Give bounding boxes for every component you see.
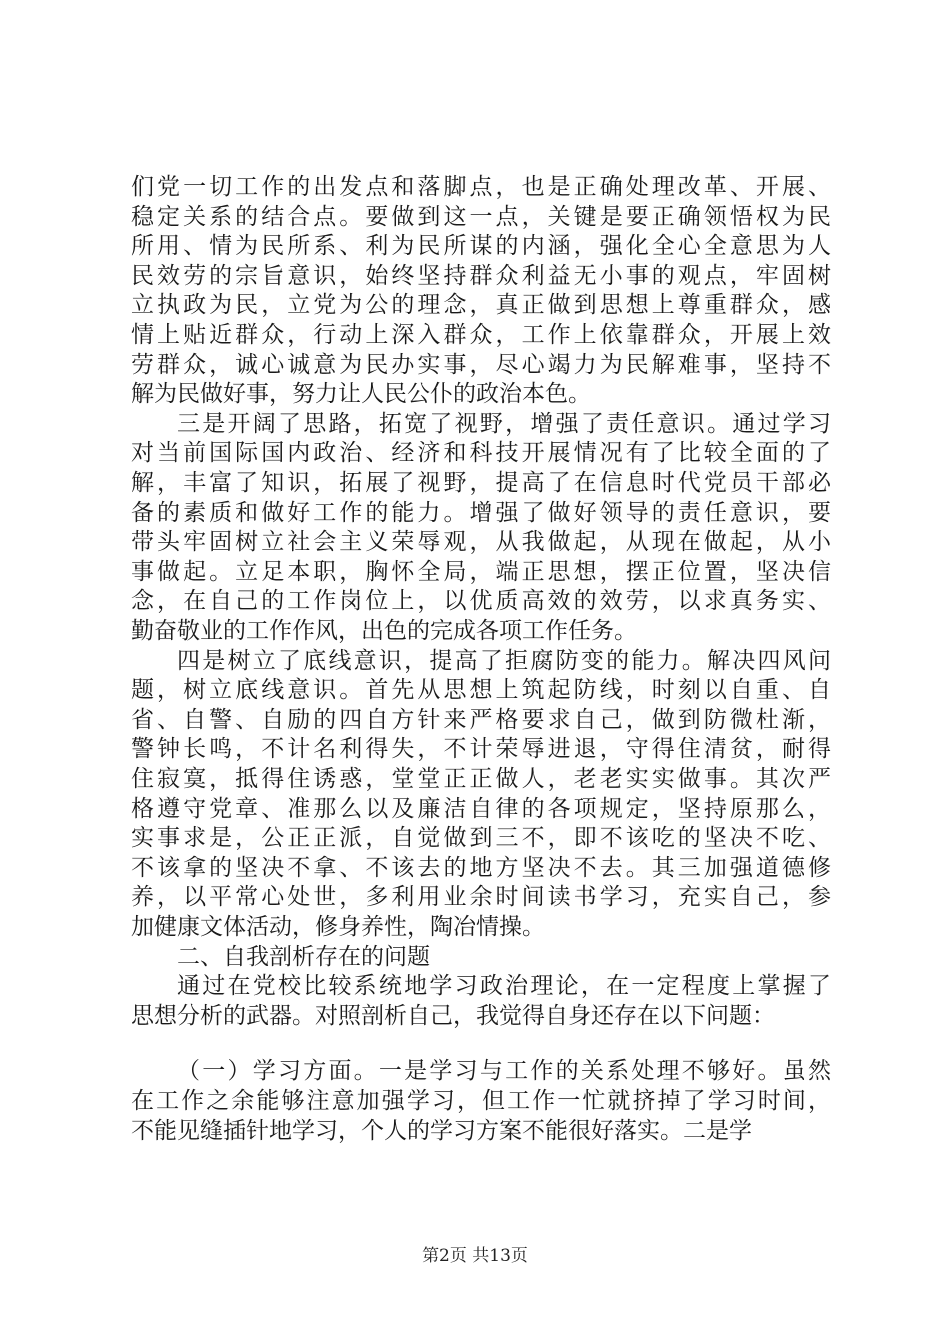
text-line: 解为民做好事，努力让人民公仆的政治本色。 <box>131 381 591 407</box>
text-line: 带头牢固树立社会主义荣辱观，从我做起，从现在做起，从小 <box>131 529 831 555</box>
page-number-footer: 第2页 共13页 <box>422 1246 528 1266</box>
text-line: 稳定关系的结合点。要做到这一点，关键是要正确领悟权为民 <box>131 204 831 230</box>
text-line: 对当前国际国内政治、经济和科技开展情况有了比较全面的了 <box>131 440 831 466</box>
text-line: 所用、情为民所系、利为民所谋的内涵，强化全心全意思为人 <box>131 233 831 259</box>
section-heading: 二、自我剖析存在的问题 <box>177 944 430 970</box>
text-line: 省、自警、自励的四自方针来严格要求自己，做到防微杜渐， <box>131 707 831 733</box>
text-line: 题，树立底线意识。首先从思想上筑起防线，时刻以自重、自 <box>131 677 831 703</box>
paragraph-first-line: 四是树立了底线意识，提高了拒腐防变的能力。解决四风问 <box>177 648 831 674</box>
paragraph-first-line: 三是开阔了思路，拓宽了视野，增强了责任意识。通过学习 <box>177 411 831 437</box>
text-line: 加健康文体活动，修身养性，陶冶情操。 <box>131 914 545 940</box>
text-line: 养，以平常心处世，多利用业余时间读书学习，充实自己，参 <box>131 884 831 910</box>
paragraph-first-line: （一）学习方面。一是学习与工作的关系处理不够好。虽然 <box>177 1058 831 1084</box>
text-line: 备的素质和做好工作的能力。增强了做好领导的责任意识，要 <box>131 500 831 526</box>
text-line: 在工作之余能够注意加强学习，但工作一忙就挤掉了学习时间， <box>131 1088 831 1114</box>
text-line: 不能见缝插针地学习，个人的学习方案不能很好落实。二是学 <box>131 1118 752 1144</box>
text-line: 格遵守党章、准那么以及廉洁自律的各项规定，坚持原那么， <box>131 796 831 822</box>
paragraph-first-line: 通过在党校比较系统地学习政治理论，在一定程度上掌握了 <box>177 973 831 999</box>
text-line: 解，丰富了知识，拓展了视野，提高了在信息时代党员干部必 <box>131 470 831 496</box>
text-line: 念，在自己的工作岗位上，以优质高效的效劳，以求真务实、 <box>131 588 831 614</box>
text-line: 情上贴近群众，行动上深入群众，工作上依靠群众，开展上效 <box>131 322 831 348</box>
text-line: 们党一切工作的出发点和落脚点，也是正确处理改革、开展、 <box>131 174 831 200</box>
text-line: 不该拿的坚决不拿、不该去的地方坚决不去。其三加强道德修 <box>131 855 831 881</box>
text-line: 立执政为民，立党为公的理念，真正做到思想上尊重群众，感 <box>131 292 831 318</box>
text-line: 劳群众，诚心诚意为民办实事，尽心竭力为民解难事，坚持不 <box>131 352 831 378</box>
text-line: 思想分析的武器。对照剖析自己，我觉得自身还存在以下问题： <box>131 1003 775 1029</box>
text-line: 实事求是，公正正派，自觉做到三不，即不该吃的坚决不吃、 <box>131 825 831 851</box>
text-line: 住寂寞，抵得住诱惑，堂堂正正做人，老老实实做事。其次严 <box>131 766 831 792</box>
text-line: 民效劳的宗旨意识，始终坚持群众利益无小事的观点，牢固树 <box>131 263 831 289</box>
text-line: 勤奋敬业的工作作风，出色的完成各项工作任务。 <box>131 618 637 644</box>
text-line: 事做起。立足本职，胸怀全局，端正思想，摆正位置，坚决信 <box>131 559 831 585</box>
text-line: 警钟长鸣，不计名利得失，不计荣辱进退，守得住清贫，耐得 <box>131 736 831 762</box>
